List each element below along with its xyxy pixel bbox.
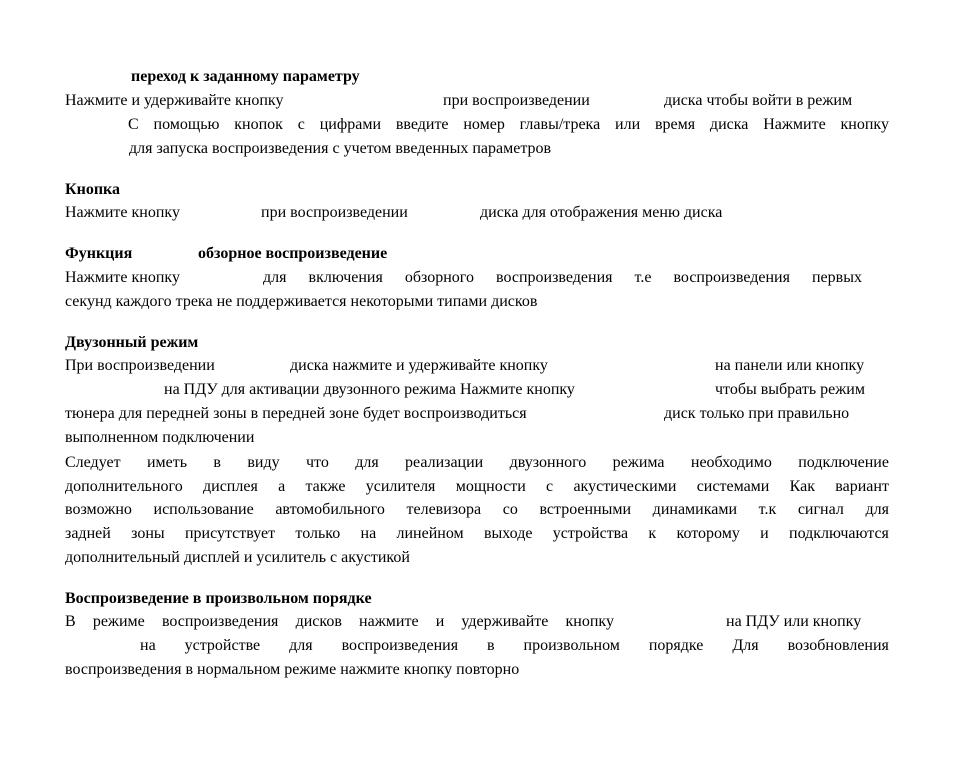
word: сигнал <box>797 501 844 518</box>
word: дисков <box>295 613 342 630</box>
word: порядке <box>648 637 704 654</box>
word: необходимо <box>690 454 772 471</box>
word: диска <box>709 116 749 133</box>
word: для <box>355 454 379 471</box>
word: в <box>213 454 221 471</box>
word: номер <box>463 116 505 133</box>
section-heading-button: Кнопка <box>65 181 121 198</box>
word: дисплея <box>202 478 258 495</box>
word: присутствует <box>184 525 276 542</box>
word: также <box>305 478 346 495</box>
word: и <box>435 613 445 630</box>
word: кнопку <box>565 613 614 630</box>
text-segment: диска для отображения меню диска <box>480 204 723 221</box>
word: помощью <box>153 116 220 133</box>
word: или <box>615 116 641 133</box>
word: иметь <box>146 454 188 471</box>
text-segment: диска нажмите и удерживайте кнопку <box>290 357 548 374</box>
paragraph-line: секунд каждого трека не поддерживается некоторыми типами дисков <box>65 293 538 310</box>
word: к <box>648 525 657 542</box>
section-heading-dual-zone: Двузонный режим <box>65 334 199 351</box>
word: на <box>140 637 156 654</box>
paragraph-line <box>0 403 954 425</box>
paragraph-line: воспроизведения в нормальном режиме нажмите кнопку повторно <box>65 661 520 678</box>
word: системами <box>696 478 770 495</box>
paragraph-line <box>0 355 954 377</box>
word: воспроизведения <box>496 269 613 286</box>
word: мощности <box>455 478 526 495</box>
word: С <box>128 116 139 133</box>
heading-segment: Функция <box>65 245 133 262</box>
text-segment: При воспроизведении <box>65 357 215 374</box>
word: а <box>278 478 286 495</box>
text-segment: на панели или кнопку <box>715 357 865 374</box>
word: кнопок <box>234 116 283 133</box>
word: только <box>295 525 341 542</box>
word: В <box>65 613 76 630</box>
word: включения <box>308 269 383 286</box>
paragraph-line-justified <box>65 452 889 474</box>
word: возобновления <box>787 637 889 654</box>
word: для <box>865 501 889 518</box>
word: дополнительного <box>65 478 183 495</box>
word: динамиками <box>652 501 738 518</box>
word: со <box>502 501 518 518</box>
paragraph-line-justified <box>128 114 889 136</box>
word: воспроизведения <box>673 269 790 286</box>
word: время <box>654 116 696 133</box>
paragraph-line-justified <box>140 635 889 657</box>
word: режима <box>612 454 665 471</box>
word: Для <box>732 637 759 654</box>
word: устройства <box>552 525 629 542</box>
text-segment: на ПДУ для активации двузонного режима Нажмите кнопку <box>164 381 575 398</box>
word: Следует <box>65 454 121 471</box>
word: на <box>360 525 377 542</box>
word: и <box>760 525 769 542</box>
word: зоны <box>131 525 165 542</box>
word: главы/трека <box>519 116 601 133</box>
word: с <box>546 478 554 495</box>
word: акустическими <box>573 478 677 495</box>
word: воспроизведения <box>161 613 279 630</box>
word: подключение <box>798 454 889 471</box>
text-segment: Нажмите и удерживайте кнопку <box>65 92 284 109</box>
word: цифрами <box>319 116 381 133</box>
word: для <box>263 269 287 286</box>
word: с <box>297 116 305 133</box>
word: усилителя <box>365 478 436 495</box>
word: телевизора <box>406 501 482 518</box>
word: т.к <box>758 501 777 518</box>
word: произвольном <box>523 637 620 654</box>
word: Как <box>789 478 815 495</box>
section-heading-random-play: Воспроизведение в произвольном порядке <box>65 590 372 607</box>
word: в <box>487 637 495 654</box>
word: режиме <box>92 613 145 630</box>
word: т.е <box>634 269 652 286</box>
word: кнопку <box>840 116 889 133</box>
word: что <box>305 454 329 471</box>
paragraph-line-justified <box>65 499 889 521</box>
paragraph-line-justified <box>263 267 862 289</box>
word: автомобильного <box>275 501 385 518</box>
word: линейном <box>396 525 464 542</box>
word: воспроизведения <box>341 637 459 654</box>
text-segment: при воспроизведении <box>443 92 590 109</box>
section-heading-goto: переход к заданному параметру <box>131 68 360 85</box>
word: введите <box>395 116 449 133</box>
text-segment: при воспроизведении <box>261 204 408 221</box>
paragraph-line <box>0 90 954 112</box>
text-segment: диска чтобы войти в режим <box>664 92 853 109</box>
word: выходе <box>483 525 533 542</box>
word: реализации <box>405 454 484 471</box>
text-segment: на ПДУ или кнопку <box>726 613 862 630</box>
word: устройстве <box>184 637 261 654</box>
word: первых <box>811 269 862 286</box>
text-segment: Нажмите кнопку <box>65 204 180 221</box>
word: вариант <box>835 478 889 495</box>
paragraph-line-justified <box>65 476 889 498</box>
text-segment: Нажмите кнопку <box>65 269 180 286</box>
word: обзорного <box>404 269 474 286</box>
text-segment: диск только при правильно <box>664 405 850 422</box>
word: двузонного <box>509 454 587 471</box>
word: задней <box>65 525 111 542</box>
text-segment: тюнера для передней зоны в передней зоне будет воспроизводиться <box>65 405 527 422</box>
heading-segment: обзорное воспроизведение <box>198 245 388 262</box>
paragraph-line-justified <box>65 523 889 545</box>
text-segment: чтобы выбрать режим <box>715 381 865 398</box>
paragraph-line: дополнительный дисплей и усилитель с акустикой <box>65 549 410 566</box>
paragraph-line <box>0 202 954 224</box>
paragraph-line <box>0 611 954 633</box>
word: нажмите <box>359 613 419 630</box>
word: удерживайте <box>461 613 549 630</box>
word: подключаются <box>789 525 889 542</box>
paragraph-line: выполненном подключении <box>65 429 255 446</box>
word: возможно <box>65 501 132 518</box>
word: встроенными <box>539 501 632 518</box>
paragraph-line: для запуска воспроизведения с учетом введенных параметров <box>129 140 552 157</box>
word: Нажмите <box>763 116 826 133</box>
paragraph-line <box>0 379 954 401</box>
word: которому <box>676 525 740 542</box>
word: использование <box>153 501 254 518</box>
word: виду <box>247 454 280 471</box>
word: для <box>289 637 313 654</box>
section-heading-function <box>0 243 954 265</box>
